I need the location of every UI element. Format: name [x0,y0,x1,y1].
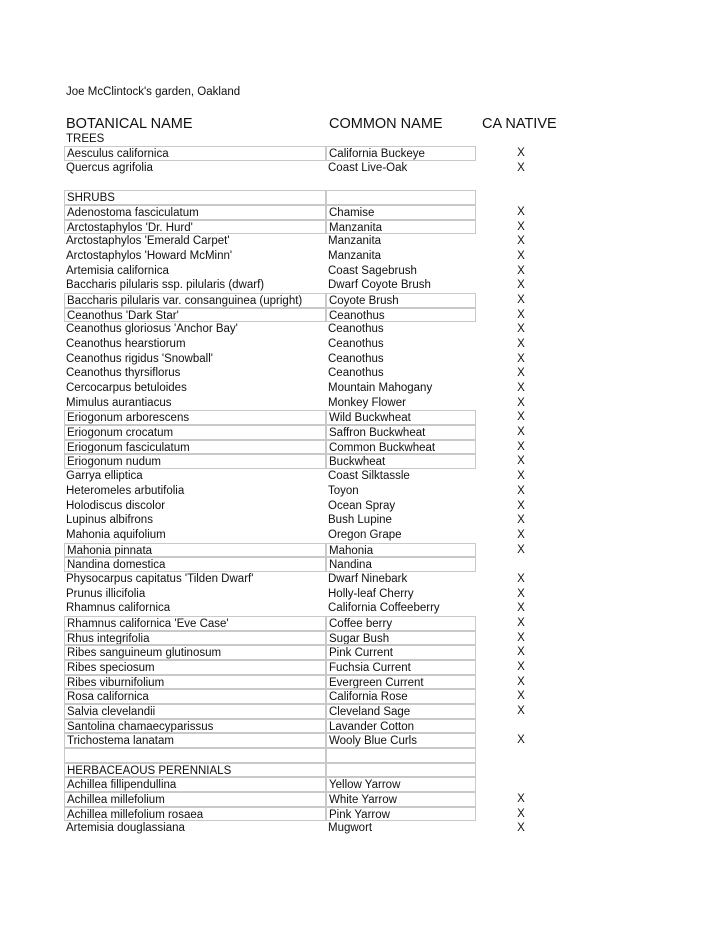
ca-native-cell: X [517,440,525,453]
common-name-cell: California Coffeeberry [328,602,440,615]
table-row [0,469,720,484]
ca-native-cell: X [517,455,525,468]
table-row [0,484,720,499]
botanical-name-cell: Rhamnus californica 'Eve Case' [64,616,326,631]
section-header-row [0,190,720,205]
botanical-name-cell: Rosa californica [64,689,326,704]
ca-native-cell: X [517,323,525,336]
botanical-name-cell [64,748,326,763]
table-row [0,660,720,675]
table-row [0,792,720,807]
common-name-cell: Dwarf Ninebark [328,572,408,585]
botanical-name-cell: Ceanothus gloriosus 'Anchor Bay' [66,323,238,336]
botanical-name-cell: Santolina chamaecyparissus [64,719,326,734]
botanical-name-cell: Ribes speciosum [64,660,326,675]
botanical-name-cell: Baccharis pilularis ssp. pilularis (dwarf) [66,279,265,292]
ca-native-cell: X [517,543,525,556]
table-row [0,440,720,455]
table-row [0,821,720,836]
ca-native-cell: X [517,690,525,703]
botanical-name-cell: Salvia clevelandii [64,704,326,719]
ca-native-cell: X [517,426,525,439]
botanical-name-cell: Rhus integrifolia [64,631,326,646]
botanical-name-cell: Achillea millefolium [64,792,326,807]
ca-native-cell [476,132,566,147]
common-name-cell: Coast Silktassle [328,470,410,483]
common-name-cell: Mountain Mahogany [328,382,433,395]
common-name-cell [326,763,476,778]
blank-row [0,748,720,763]
ca-native-cell: X [517,660,525,673]
botanical-name-cell: Trichostema lanatam [64,733,326,748]
table-row [0,689,720,704]
table-row [0,557,720,572]
botanical-name-cell: Arctostaphylos 'Howard McMinn' [66,249,233,262]
table-row [0,704,720,719]
common-name-cell: Manzanita [328,249,382,262]
ca-native-cell: X [517,705,525,718]
ca-native-cell: X [517,602,525,615]
botanical-name-cell: Mimulus aurantiacus [66,396,172,409]
botanical-name-cell: Mahonia aquifolium [66,528,166,541]
ca-native-cell: X [517,822,525,835]
common-name-cell: Oregon Grape [328,528,402,541]
botanical-name-cell: Eriogonum arborescens [64,410,326,425]
ca-native-cell: X [517,499,525,512]
table-row [0,264,720,279]
common-name-cell: Toyon [328,484,359,497]
botanical-name-cell: Ceanothus thyrsiflorus [66,367,181,380]
ca-native-cell [476,190,566,205]
botanical-name-cell: Garrya elliptica [66,470,143,483]
table-row [0,425,720,440]
common-name-cell: Monkey Flower [328,396,406,409]
botanical-name-cell: Artemisia californica [66,264,169,277]
table-row [0,616,720,631]
botanical-name-cell: Achillea fillipendullina [64,777,326,792]
table-row [0,572,720,587]
ca-native-cell: X [517,308,525,321]
botanical-name-cell: Lupinus albifrons [66,514,153,527]
botanical-name-cell: Rhamnus californica [66,602,171,615]
ca-native-cell [476,557,566,572]
common-name-cell: Manzanita [328,235,382,248]
botanical-name-cell: Prunus illicifolia [66,587,146,600]
table-row [0,807,720,822]
ca-native-cell: X [517,382,525,395]
ca-native-cell: X [517,264,525,277]
ca-native-cell: X [517,514,525,527]
table-row [0,220,720,235]
common-name-cell: Mugwort [328,822,373,835]
common-name-cell [326,176,476,191]
botanical-name-cell: Heteromeles arbutifolia [66,484,185,497]
botanical-name-cell: Eriogonum nudum [64,454,326,469]
common-name-cell: Pink Current [326,645,476,660]
table-row [0,719,720,734]
table-row [0,396,720,411]
ca-native-cell: X [517,279,525,292]
ca-native-cell [476,777,566,792]
table-row [0,249,720,264]
table-row [0,352,720,367]
table-row [0,161,720,176]
table-row [0,499,720,514]
botanical-name-cell: Holodiscus discolor [66,499,166,512]
table-row [0,308,720,323]
ca-native-cell: X [517,470,525,483]
table-row [0,528,720,543]
common-name-cell: Cleveland Sage [326,704,476,719]
table-row [0,543,720,558]
ca-native-cell: X [517,293,525,306]
botanical-name-cell: SHRUBS [64,190,326,205]
ca-native-cell: X [517,396,525,409]
botanical-name-cell: Ribes sanguineum glutinosum [64,645,326,660]
table-row [0,381,720,396]
ca-native-cell: X [517,646,525,659]
common-name-cell: Saffron Buckwheat [326,425,476,440]
common-name-cell: Sugar Bush [326,631,476,646]
section-header-row [0,132,720,147]
common-name-cell: Coyote Brush [326,293,476,308]
ca-native-cell [476,719,566,734]
botanical-name-cell: HERBACEAOUS PERENNIALS [64,763,326,778]
common-name-cell: Fuchsia Current [326,660,476,675]
botanical-name-cell: Baccharis pilularis var. consanguinea (upright) [64,293,326,308]
ca-native-cell [476,176,566,191]
table-row [0,587,720,602]
ca-native-cell: X [517,352,525,365]
common-name-cell: Dwarf Coyote Brush [328,279,431,292]
ca-native-cell: X [517,793,525,806]
common-name-cell: Nandina [326,557,476,572]
botanical-name-cell: Eriogonum fasciculatum [64,440,326,455]
common-name-cell: California Rose [326,689,476,704]
botanical-name-cell: Nandina domestica [64,557,326,572]
table-row [0,631,720,646]
ca-native-cell: X [517,675,525,688]
botanical-name-cell: Aesculus californica [64,146,326,161]
header-botanical-name: BOTANICAL NAME [66,116,193,132]
table-row [0,601,720,616]
common-name-cell: Common Buckwheat [326,440,476,455]
common-name-cell: Pink Yarrow [326,807,476,822]
common-name-cell: Buckwheat [326,454,476,469]
common-name-cell: Ceanothus [328,352,384,365]
ca-native-cell: X [517,734,525,747]
ca-native-cell: X [517,572,525,585]
botanical-name-cell: Ribes viburnifolium [64,675,326,690]
table-row [0,513,720,528]
botanical-name-cell: Arctostaphylos 'Emerald Carpet' [66,235,230,248]
table-row [0,777,720,792]
common-name-cell [326,748,476,763]
botanical-name-cell: Ceanothus rigidus 'Snowball' [66,352,213,365]
header-ca-native: CA NATIVE [482,116,557,132]
section-header-row [0,763,720,778]
ca-native-cell: X [517,147,525,160]
botanical-name-cell: Physocarpus capitatus 'Tilden Dwarf' [66,572,254,585]
botanical-name-cell: Artemisia douglassiana [66,822,185,835]
botanical-name-cell: Achillea millefolium rosaea [64,807,326,822]
table-row [0,146,720,161]
ca-native-cell: X [517,616,525,629]
botanical-name-cell: Cercocarpus betuloides [66,382,187,395]
ca-native-cell [476,748,566,763]
botanical-name-cell: Arctostaphylos 'Dr. Hurd' [64,220,326,235]
common-name-cell [326,190,476,205]
ca-native-cell: X [517,249,525,262]
common-name-cell: Chamise [326,205,476,220]
ca-native-cell: X [517,220,525,233]
common-name-cell: Evergreen Current [326,675,476,690]
table-row [0,675,720,690]
common-name-cell: White Yarrow [326,792,476,807]
ca-native-cell: X [517,807,525,820]
common-name-cell: Coast Live-Oak [328,161,408,174]
table-row [0,337,720,352]
common-name-cell: Yellow Yarrow [326,777,476,792]
botanical-name-cell: Eriogonum crocatum [64,425,326,440]
common-name-cell: Ocean Spray [328,499,396,512]
common-name-cell [326,132,476,147]
common-name-cell: Manzanita [326,220,476,235]
page-title: Joe McClintock's garden, Oakland [66,86,241,98]
ca-native-cell: X [517,161,525,174]
common-name-cell: Coffee berry [326,616,476,631]
common-name-cell: Ceanothus [328,338,384,351]
ca-native-cell: X [517,484,525,497]
table-row [0,454,720,469]
common-name-cell: Lavander Cotton [326,719,476,734]
botanical-name-cell: Ceanothus hearstiorum [66,338,186,351]
botanical-name-cell: TREES [66,132,105,145]
botanical-name-cell: Adenostoma fasciculatum [64,205,326,220]
table-row [0,645,720,660]
common-name-cell: Wild Buckwheat [326,410,476,425]
table-row [0,278,720,293]
common-name-cell: Coast Sagebrush [328,264,417,277]
header-common-name: COMMON NAME [329,116,443,132]
ca-native-cell: X [517,367,525,380]
common-name-cell: Ceanothus [328,367,384,380]
common-name-cell: Mahonia [326,543,476,558]
table-row [0,293,720,308]
ca-native-cell [476,763,566,778]
table-row [0,322,720,337]
ca-native-cell: X [517,631,525,644]
ca-native-cell: X [517,528,525,541]
botanical-name-cell: Ceanothus 'Dark Star' [64,308,326,323]
ca-native-cell: X [517,587,525,600]
table-row [0,205,720,220]
botanical-name-cell [64,176,326,191]
table-row [0,366,720,381]
table-row [0,410,720,425]
common-name-cell: Holly-leaf Cherry [328,587,414,600]
common-name-cell: Wooly Blue Curls [326,733,476,748]
common-name-cell: Ceanothus [328,323,384,336]
common-name-cell: Ceanothus [326,308,476,323]
ca-native-cell: X [517,205,525,218]
common-name-cell: Bush Lupine [328,514,392,527]
ca-native-cell: X [517,235,525,248]
table-row [0,234,720,249]
botanical-name-cell: Quercus agrifolia [66,161,153,174]
blank-row [0,176,720,191]
botanical-name-cell: Mahonia pinnata [64,543,326,558]
table-row [0,733,720,748]
ca-native-cell: X [517,338,525,351]
ca-native-cell: X [517,411,525,424]
common-name-cell: California Buckeye [326,146,476,161]
